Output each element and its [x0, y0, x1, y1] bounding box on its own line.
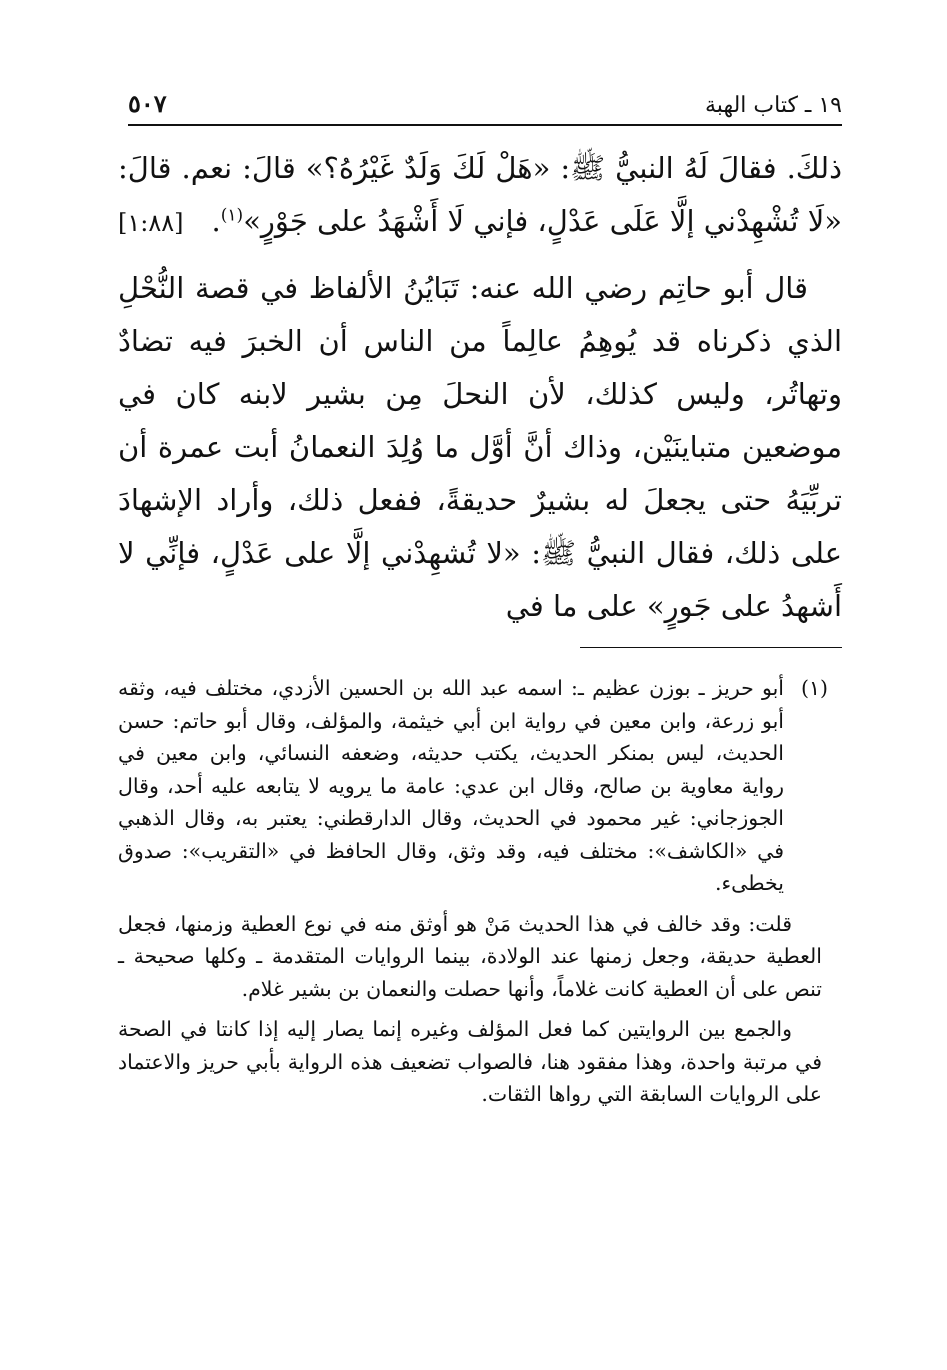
hadith-end: .: [211, 204, 221, 238]
footnote-note-paragraph: قلت: وقد خالف في هذا الحديث مَنْ هو أوثق منه في نوع العطية وزمنها، فجعل العطية حديقة، وجعل زمنها عند الولادة، بينما الروايات المتقدمة ـ وكلها صحيحة ـ تنص على أن العطية كانت غلاماً، وأنها حصلت والنعمان بن بشير غلام.: [118, 911, 822, 1001]
footnote-number: (١): [800, 676, 828, 700]
commentary-paragraph: قال أبو حاتِم رضي الله عنه: تَبَايُنُ الألفاظ في قصة النُّحْلِ الذي ذكرناه قد يُوهِمُ عالِماً من الناس أن الخبرَ فيه تضادٌ وتهاتُر، وليس كذلك، لأن النحلَ مِن بشير لابنه كان في موضعين متباينَيْن، وذاك أنَّ أوَّل ما وُلِدَ النعمانُ أبت عمرة أن تربِّيَهُ حتى يجعلَ له بشيرٌ حديقةً، ففعل ذلك، وأراد الإشهادَ على ذلك، فقال النبيُّ ﷺ: «لا تُشهِدْني إلَّا على عَدْلٍ، فإنِّي لا أَشهدُ على جَورٍ» على ما في: [118, 271, 842, 623]
hadith-text: ذلكَ. فقالَ لَهُ النبيُّ ﷺ: «هَلْ لَكَ وَلَدٌ غَيْرُهُ؟» قالَ: نعم. قالَ: «لَا تُشْهِدْني إلَّا عَلَى عَدْلٍ، فإني لَا أَشْهَدُ على جَوْرٍ»: [118, 151, 842, 238]
footnote-marker: (١): [220, 205, 244, 226]
chapter-title: ١٩ ـ كتاب الهبة: [705, 93, 842, 118]
main-text: [118, 142, 842, 633]
hadith-paragraph: [118, 142, 842, 248]
footnote-text: أبو حريز ـ بوزن عظيم ـ: اسمه عبد الله بن الحسين الأزدي، مختلف فيه، وثقه أبو زرعة، وابن معين في رواية ابن أبي خيثمة، والمؤلف، وقال أبو حاتم: حسن الحديث، ليس بمنكر الحديث، يكتب حديثه، وضعفه النسائي، وابن معين في رواية معاوية بن صالح، وقال ابن عدي: عامة ما يرويه لا يتابعه عليه أحد، وقال الجوزجاني: غير محمود في الحديث، وقال الدارقطني: يعتبر به، وقال الذهبي في «الكاشف»: مختلف فيه، وقد وثق، وقال الحافظ في «التقريب»: صدوق يخطىء.: [118, 676, 784, 895]
page-number: ٥٠٧: [128, 89, 167, 118]
running-header: [128, 84, 842, 126]
footnote-separator: [580, 647, 842, 648]
footnote-conclusion-paragraph: والجمع بين الروايتين كما فعل المؤلف وغيره إنما يصار إليه إذا كانتا في الصحة في مرتبة واحدة، وهذا مفقود هنا، فالصواب تضعيف هذه الرواية بأبي حريز والاعتماد على الروايات السابقة التي رواها الثقات.: [118, 1017, 822, 1106]
footnote-1: [118, 672, 828, 900]
hadith-reference: [١:٨٨]: [118, 209, 184, 237]
footnotes-section: [118, 672, 828, 1111]
